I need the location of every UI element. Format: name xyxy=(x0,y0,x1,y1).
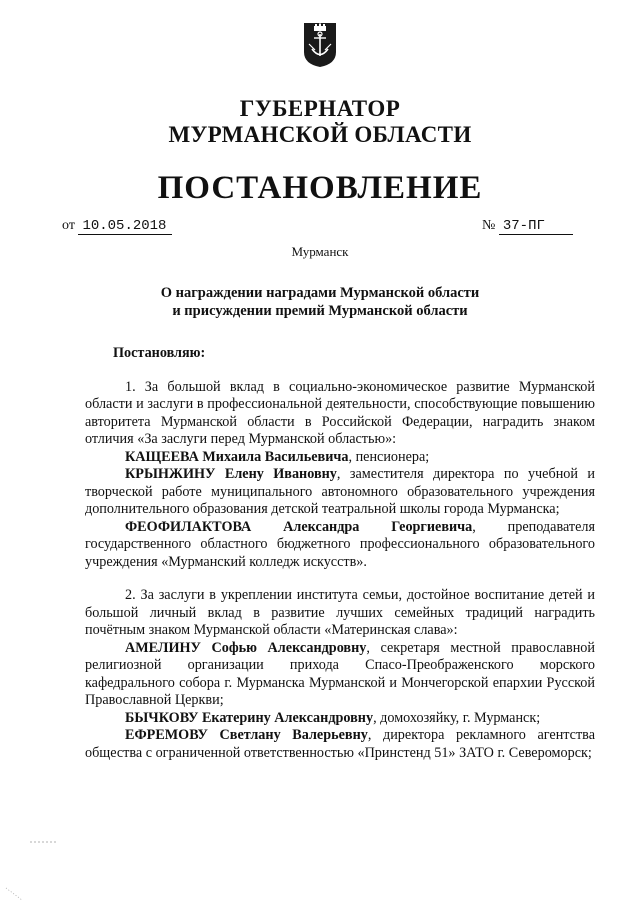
awardee-desc: , секретаря местной православной религиозной организации прихода Спасо-Преображенского морского кафедрального собора г. Мурманска Мурманской и Мончегорской епархии Русской Православной Церкви; xyxy=(85,639,595,708)
resolve-heading: Постановляю: xyxy=(113,345,206,361)
number-prefix: № xyxy=(482,218,496,233)
paragraph-2: 2. За заслуги в укреплении института семьи, достойное воспитание детей и большой личный вклад в развитие лучших семейных традиций наградить почётным знаком Мурманской области «Материнская слава»: xyxy=(85,587,595,638)
date-prefix: от xyxy=(62,218,75,233)
awardee-desc: , преподавателя государственного областного бюджетного профессионального образовательного учреждения «Мурманский колледж искусств». xyxy=(85,518,595,570)
awardee-desc: , пенсионера; xyxy=(348,448,430,465)
subject-line-1: О награждении наградами Мурманской области xyxy=(160,285,480,301)
date-value: 10.05.2018 xyxy=(78,218,172,235)
document-type: ПОСТАНОВЛЕНИЕ xyxy=(157,170,483,206)
region-title: МУРМАНСКОЙ ОБЛАСТИ xyxy=(168,122,472,147)
awardee-name: ЕФРЕМОВУ Светлану Валерьевну xyxy=(125,727,368,743)
awardee-name: КРЫНЖИНУ Елену Ивановну xyxy=(125,466,337,482)
awardee-desc: , заместителя директора по учебной и творческой работе муниципального автономного образовательного учреждения дополнительного образования детской театральной школы города Мурманска; xyxy=(85,466,595,517)
awardee-desc: , директора рекламного агентства общества с ограниченной ответственностью «Принстенд 51» ЗАТО г. Североморск; xyxy=(85,727,595,761)
governor-title: ГУБЕРНАТОР xyxy=(239,96,401,121)
city-label: Мурманск xyxy=(291,244,349,259)
awardee-name: БЫЧКОВУ Екатерину Александровну xyxy=(125,709,374,726)
awardee-desc: , домохозяйку, г. Мурманск; xyxy=(373,709,541,726)
awardee-name: КАЩЕЕВА Михаила Васильевича xyxy=(125,448,349,465)
number-value: 37-ПГ xyxy=(499,218,573,235)
paragraph-1: 1. За большой вклад в социально-экономическое развитие Мурманской области и заслуги в профессиональной деятельности, способствующие повышению авторитета Мурманской области в Российской Федерации, наградить знаком отличия «За заслуги перед Мурманской областью»: xyxy=(85,378,595,447)
subject-line-2: и присуждении премий Мурманской области xyxy=(172,303,468,319)
awardee-name: ФЕОФИЛАКТОВА Александра Георгиевича xyxy=(125,518,473,535)
awardee-name: АМЕЛИНУ Софью Александровну xyxy=(125,639,367,656)
